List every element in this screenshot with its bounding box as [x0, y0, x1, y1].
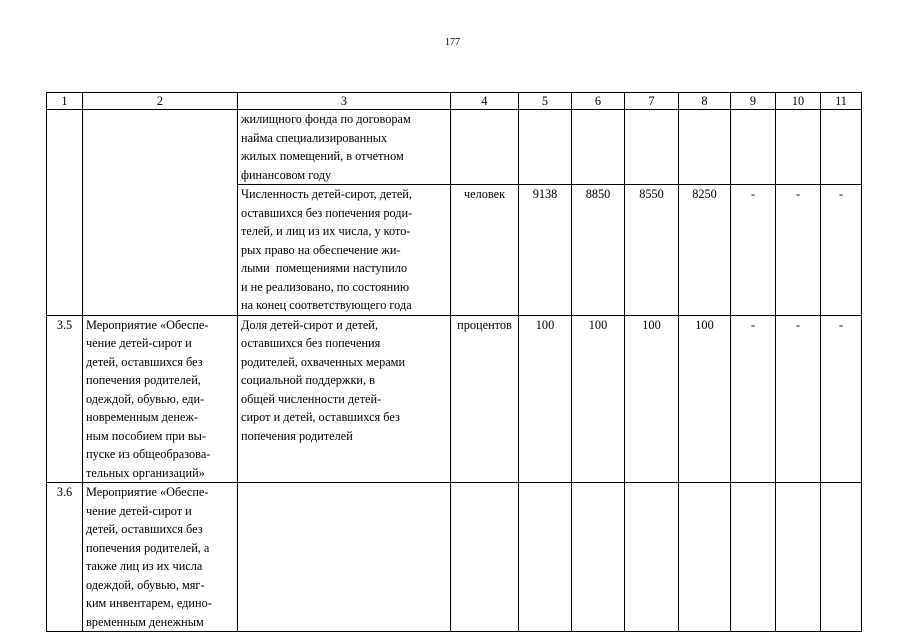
header-cell: 10: [776, 93, 821, 110]
value-cell: [731, 110, 776, 185]
unit-cell: процентов: [451, 315, 519, 483]
value-cell: [519, 110, 572, 185]
value-cell: -: [821, 315, 862, 483]
table-row: [47, 483, 862, 632]
value-cell: -: [776, 315, 821, 483]
header-cell: 8: [679, 93, 731, 110]
header-cell: 5: [519, 93, 572, 110]
unit-cell: [451, 483, 519, 632]
value-cell: [776, 483, 821, 632]
value-cell: -: [731, 315, 776, 483]
header-row: [47, 93, 862, 110]
unit-cell: человек: [451, 185, 519, 316]
header-cell: 9: [731, 93, 776, 110]
header-cell: 6: [572, 93, 625, 110]
page-number: 177: [445, 37, 460, 48]
value-cell: [731, 483, 776, 632]
value-cell: [679, 110, 731, 185]
header-cell: 3: [238, 93, 451, 110]
measure-cell: Мероприятие «Обеспе- чение детей-сирот и детей, оставшихся без попечения родителей, одеждой, обувью, еди- новременным денеж- ным пособием при вы- пуске из общеобразова- тельных организаций»: [83, 315, 238, 483]
measure-cell: Мероприятие «Обеспе- чение детей-сирот и детей, оставшихся без попечения родителей, а также лиц из их числа одеждой, обувью, мяг- ким инвентарем, едино- временным денежным: [83, 483, 238, 632]
indicator-cell: Доля детей-сирот и детей, оставшихся без попечения родителей, охваченных мерами социальной поддержки, в общей численности детей- сирот и детей, оставшихся без попечения родителей: [238, 315, 451, 483]
value-cell: -: [776, 185, 821, 316]
value-cell: [821, 110, 862, 185]
header-cell: 4: [451, 93, 519, 110]
header-cell: 7: [625, 93, 679, 110]
indicator-cell: жилищного фонда по договорам найма специализированных жилых помещений, в отчетном финансовом году: [238, 110, 451, 185]
unit-cell: [451, 110, 519, 185]
indicator-cell: [238, 483, 451, 632]
value-cell: [776, 110, 821, 185]
table-row: [47, 315, 862, 483]
value-cell: 8250: [679, 185, 731, 316]
value-cell: 8550: [625, 185, 679, 316]
row-number-cell: 3.5: [47, 315, 83, 483]
value-cell: [679, 483, 731, 632]
row-number-cell: [47, 110, 83, 316]
value-cell: 8850: [572, 185, 625, 316]
value-cell: [572, 483, 625, 632]
value-cell: [519, 483, 572, 632]
indicators-table: [46, 92, 862, 632]
value-cell: 100: [519, 315, 572, 483]
header-cell: 1: [47, 93, 83, 110]
measure-cell: [83, 110, 238, 316]
value-cell: 100: [572, 315, 625, 483]
value-cell: [625, 483, 679, 632]
value-cell: [625, 110, 679, 185]
value-cell: 9138: [519, 185, 572, 316]
value-cell: -: [731, 185, 776, 316]
value-cell: 100: [625, 315, 679, 483]
value-cell: [821, 483, 862, 632]
value-cell: [572, 110, 625, 185]
row-number-cell: 3.6: [47, 483, 83, 632]
header-cell: 11: [821, 93, 862, 110]
header-cell: 2: [83, 93, 238, 110]
indicator-cell: Численность детей-сирот, детей, оставшихся без попечения роди- телей, и лиц из их числа, у кото- рых право на обеспечение жи- лыми помещениями наступило и не реализовано, по состоянию на конец соответствующего года: [238, 185, 451, 316]
table-row: [47, 110, 862, 185]
value-cell: 100: [679, 315, 731, 483]
value-cell: -: [821, 185, 862, 316]
